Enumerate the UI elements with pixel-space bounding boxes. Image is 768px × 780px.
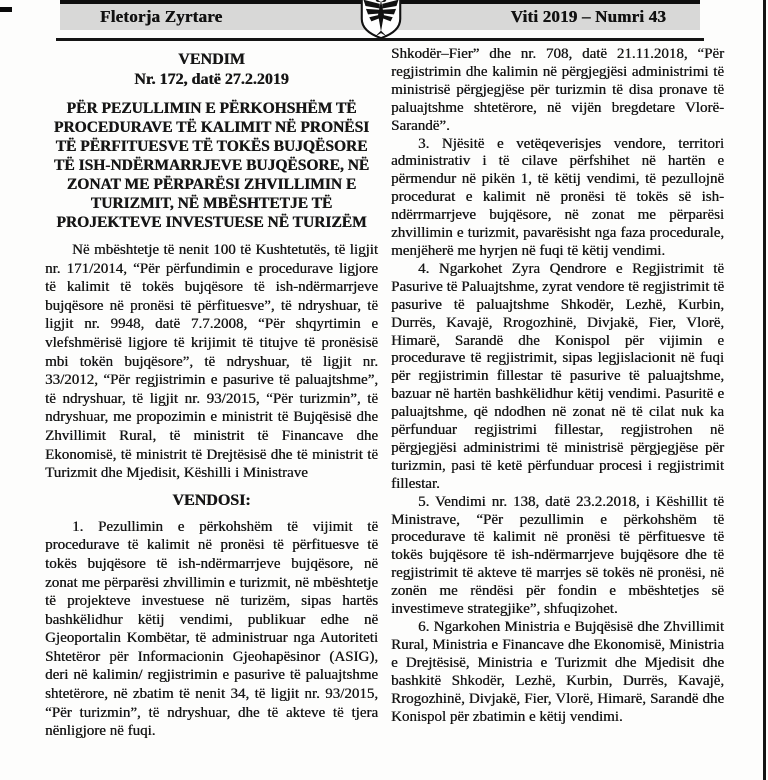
act-title: PËR PEZULLIMIN E PËRKOHSHËM TË PROCEDURAVE TË KALIMIT NË PRONËSI TË PËRFITUESVE TË TOKËS BUJQËSORE TË ISH-NDËRMARRJEVE BUJQËSORE, NË ZONAT ME PËRPARËSI ZHVILLIMIN E TURIZMIT, NË MBËSHTETJE TË PROJEKTEVE INVESTUESE NË TURIZËM [53, 100, 370, 231]
enacting-heading: VENDOSI: [172, 491, 251, 509]
right-column [391, 46, 724, 726]
national-emblem-icon [359, 0, 403, 39]
decision-item-4: 4. Ngarkohet Zyra Qendrore e Regjistrimit të Pasurive të Paluajtshme, zyrat vendore të regjistrimit të pasurive të paluajtshme Shkodër, Lezhë, Kurbin, Durrës, Kavajë, Rrogozhinë, Divjakë, Fier, Vlorë, Himarë, Sarandë dhe Konispol për vijimin e procedurave të regjistrimit, sipas legjislacionit në fuqi për regjistrimin fillestar të pasurive të paluajtshme, bazuar në hartën bashkëlidhur këtij vendimi. Pasuritë e paluajtshme, që ndodhen në zonat në të cilat nuk ka përfunduar regjistrimi fillestar, regjistrohen në përgjegjësi administrimi të ministrisë përgjegjëse për turizmin, pasi të ketë përfunduar procesi i regjistrimit fillestar. [391, 260, 724, 492]
scan-artifact-mark [0, 7, 12, 12]
decision-item-5: 5. Vendimi nr. 138, datë 23.2.2018, i Këshillit të Ministrave, “Për pezullimin e përkohshëm të procedurave të kalimit në pronësi të përfituesve të tokës bujqësore të ish-ndërmarrjeve bujqësore dhe të regjistrimit të akteve të marrjes së tokës në pronësi, në zonën me rëndësi për fondin e mbështetjes së investimeve strategjike”, shfuqizohet. [391, 493, 724, 618]
issue-info: Viti 2019 – Numri 43 [510, 7, 666, 26]
act-number: Nr. 172, datë 27.2.2019 [134, 71, 289, 88]
decision-item-3: 3. Njësitë e vetëqeverisjes vendore, territori administrativ i të cilave përfshihet në hartën e përmendur në pikën 1, të këtij vendimi, të pezullojnë procedurat e kalimit në pronësi të tokës së ish-ndërrmarrjeve bujqësore, në zonat me përparësi zhvillimin e turizmit, pavarësisht nga faza procedurale, menjëherë me hyrjen në fuqi të këtij vendimi. [391, 135, 724, 259]
decision-item-6: 6. Ngarkohen Ministria e Bujqësisë dhe Zhvillimit Rural, Ministria e Financave dhe Ekonomisë, Ministria e Drejtësisë, Ministria e Turizmit dhe Mjedisit dhe bashkitë Shkodër, Lezhë, Kurbin, Durrës, Kavajë, Rrogozhinë, Divjakë, Fier, Vlorë, Himarë, Sarandë dhe Konispol për zbatimin e këtij vendimi. [391, 619, 724, 725]
continuation-paragraph: Shkodër–Fier” dhe nr. 708, datë 21.11.2018, “Për regjistrimin dhe kalimin në përgjegjësi administrimi të ministrisë përgjegjëse për turizmin të disa pronave të paluajtshme shtetërore, në vijën bregdetare Vlorë-Sarandë”. [391, 46, 724, 134]
gazette-title: Fletorja Zyrtare [100, 7, 223, 26]
left-column [45, 50, 378, 741]
page-right-border [763, 0, 766, 780]
decision-item-1: 1. Pezullimin e përkohshëm të vijimit të procedurave të kalimit në pronësi të përfituesve të tokës bujqësore të ish-ndërmarrjeve bujqësore, në zonat me përparësi zhvillimin e turizmit, në mbështetje të projekteve investuese në turizëm, sipas hartës bashkëlidhur këtij vendimi, publikuar edhe në Gjeoportalin Kombëtar, të administruar nga Autoriteti Shtetëror për Informacionin Gjeohapësinor (ASIG), deri në kalimin/ regjistrimin e pasurive të paluajtshme shtetërore, në zbatim të nenit 34, të ligjit nr. 93/2015, “Për turizmin”, të ndryshuar, dhe të akteve të tjera nënligjore në fuqi. [45, 518, 378, 740]
preamble-paragraph: Në mbështetje të nenit 100 të Kushtetutës, të ligjit nr. 171/2014, “Për përfundimin e procedurave ligjore të kalimit të tokës bujqësore të ish-ndërmarrjeve bujqësore në pronësi të përfituesve”, të ndryshuar, të ligjit nr. 9948, datë 7.7.2008, “Për shqyrtimin e vlefshmërisë ligjore të krijimit të titujve të pronësisë mbi tokën bujqësore”, të ndryshuar, të ligjit nr. 33/2012, “Për regjistrimin e pasurive të paluajtshme”, të ndryshuar, të ligjit nr. 93/2015, “Për turizmin”, të ndryshuar, me propozimin e ministrit të Bujqësisë dhe Zhvillimit Rural, të ministrit të Financave dhe Ekonomisë, të ministrit të Drejtësisë dhe të ministrit të Turizmit dhe Mjedisit, Këshilli i Ministrave [45, 242, 378, 482]
act-type-heading: VENDIM [178, 51, 245, 68]
